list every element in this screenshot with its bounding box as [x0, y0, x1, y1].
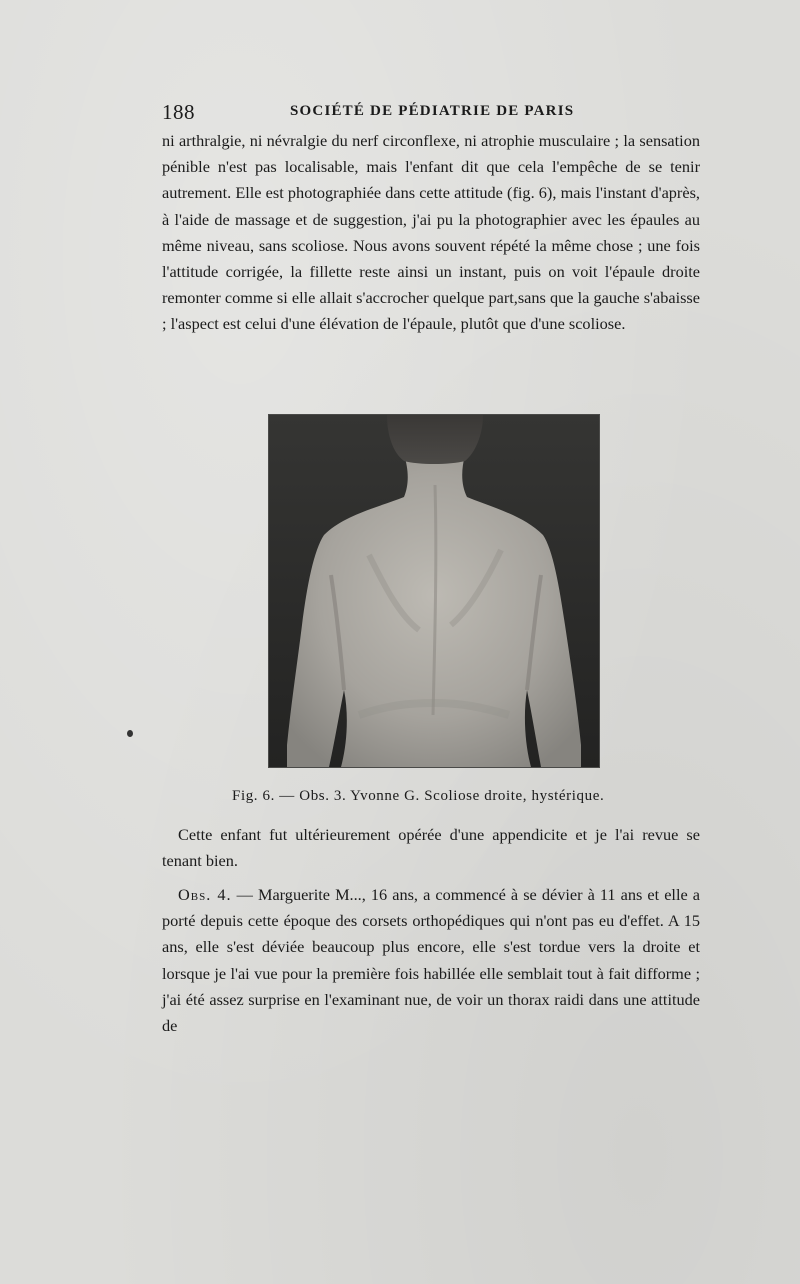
observation-text: — Marguerite M..., 16 ans, a commencé à se dévier à 11 ans et elle a porté depuis cette époque des corsets orthopédiques qui n'ont pas eu d'effet. A 15 ans, elle s'est déviée beaucoup plus encore, elle s'est tordue vers la droite et lorsque je l'ai vue pour la première fois habillée elle semblait tout à fait difforme ; j'ai été assez surprise en l'examinant nue, de voir un thorax raidi dans une attitude de — [162, 885, 700, 1036]
running-head — [162, 100, 702, 124]
running-head-title: SOCIÉTÉ DE PÉDIATRIE DE PARIS — [290, 103, 575, 119]
figure-caption: Fig. 6. — Obs. 3. Yvonne G. Scoliose droite, hystérique. — [232, 788, 605, 804]
body-paragraph-top — [162, 128, 700, 338]
paragraph-text: Cette enfant fut ultérieurement opérée d'une appendicite et je l'ai revue se tenant bien. — [162, 825, 700, 871]
page-number: 188 — [162, 100, 195, 124]
ink-speck — [127, 730, 133, 737]
body-paragraph-after-figure — [162, 822, 700, 874]
body-paragraph-observation — [162, 882, 700, 1039]
observation-label: Obs. 4. — [178, 885, 232, 904]
observation-paragraph — [162, 882, 700, 1039]
paragraph-text: ni arthralgie, ni névralgie du nerf circonflexe, ni atrophie musculaire ; la sensation pénible n'est pas localisable, mais l'enfant dit que cela l'empêche de se tenir autrement. Elle est photographiée dans cette attitude (fig. 6), mais l'instant d'après, à l'aide de massage et de suggestion, j'ai pu la photographier avec les épaules au même niveau, sans scoliose. Nous avons souvent répété la même chose ; une fois l'attitude corrigée, la fillette reste ainsi un instant, puis on voit l'épaule droite remonter comme si elle allait s'accrocher quelque part,sans que la gauche s'abaisse ; l'aspect est celui d'une élévation de l'épaule, plutôt que d'une scoliose. — [162, 131, 700, 334]
figure-photograph — [268, 414, 600, 768]
back-photograph — [269, 415, 599, 767]
